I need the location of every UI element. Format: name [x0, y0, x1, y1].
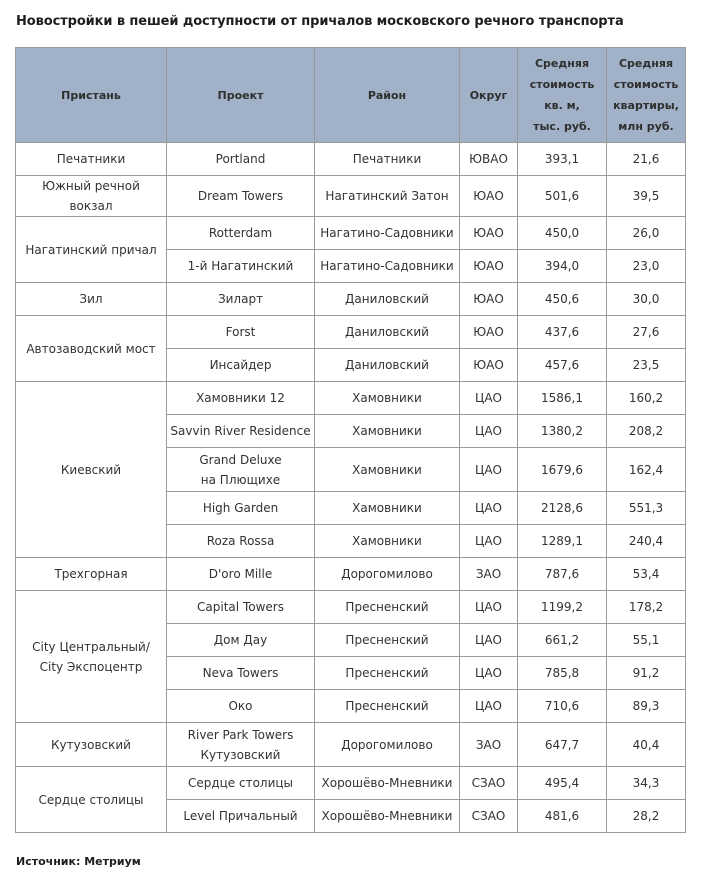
cell-price-sqm: 2128,6: [518, 492, 607, 525]
cell-okrug: ЮВАО: [460, 143, 518, 176]
cell-price-sqm: 501,6: [518, 176, 607, 217]
cell-price-sqm: 647,7: [518, 723, 607, 767]
cell-pier: [16, 591, 167, 723]
cell-project: Дом Дау: [167, 624, 315, 657]
cell-project: Savvin River Residence: [167, 415, 315, 448]
header-okrug: Округ: [460, 48, 518, 143]
cell-okrug: СЗАО: [460, 800, 518, 833]
cell-project: Зиларт: [167, 283, 315, 316]
cell-price-flat: 55,1: [607, 624, 686, 657]
header-price-flat: [607, 48, 686, 143]
cell-okrug: ЦАО: [460, 690, 518, 723]
cell-project: Roza Rossa: [167, 525, 315, 558]
cell-okrug: ЦАО: [460, 525, 518, 558]
cell-price-flat: 26,0: [607, 217, 686, 250]
table-body: [16, 143, 686, 833]
table-row: [16, 723, 686, 767]
cell-price-flat: 40,4: [607, 723, 686, 767]
table-row: [16, 176, 686, 217]
cell-price-sqm: 1199,2: [518, 591, 607, 624]
table-row: [16, 591, 686, 624]
header-price-sqm-line: кв. м,: [544, 99, 580, 112]
table-header-row: [16, 48, 686, 143]
table-row: [16, 558, 686, 591]
cell-price-sqm: 1586,1: [518, 382, 607, 415]
cell-pier: Автозаводский мост: [16, 316, 167, 382]
cell-price-sqm: 1380,2: [518, 415, 607, 448]
cell-project: High Garden: [167, 492, 315, 525]
cell-okrug: ЦАО: [460, 492, 518, 525]
table-row: [16, 382, 686, 415]
cell-price-flat: 27,6: [607, 316, 686, 349]
cell-pier-line: City Центральный/: [32, 639, 150, 654]
cell-project: Око: [167, 690, 315, 723]
cell-pier: Южный речной вокзал: [16, 176, 167, 217]
cell-price-flat: 28,2: [607, 800, 686, 833]
cell-project: Capital Towers: [167, 591, 315, 624]
cell-district: Нагатино-Садовники: [315, 250, 460, 283]
cell-okrug: ЦАО: [460, 448, 518, 492]
cell-pier: Киевский: [16, 382, 167, 558]
cell-price-sqm: 450,6: [518, 283, 607, 316]
header-price-sqm: [518, 48, 607, 143]
cell-okrug: ЮАО: [460, 283, 518, 316]
cell-price-sqm: 481,6: [518, 800, 607, 833]
cell-okrug: ЦАО: [460, 415, 518, 448]
cell-project: Rotterdam: [167, 217, 315, 250]
cell-okrug: ЗАО: [460, 558, 518, 591]
cell-district: Дорогомилово: [315, 558, 460, 591]
cell-project: D'oro Mille: [167, 558, 315, 591]
cell-okrug: ЦАО: [460, 624, 518, 657]
cell-price-sqm: 710,6: [518, 690, 607, 723]
cell-pier-line: City Экспоцентр: [39, 659, 143, 674]
cell-pier: Нагатинский причал: [16, 217, 167, 283]
cell-district: Пресненский: [315, 591, 460, 624]
cell-project: Level Причальный: [167, 800, 315, 833]
cell-district: Хорошёво-Мневники: [315, 767, 460, 800]
cell-price-sqm: 394,0: [518, 250, 607, 283]
cell-price-sqm: 1289,1: [518, 525, 607, 558]
cell-project-line: на Плющихе: [200, 472, 281, 487]
cell-okrug: ЮАО: [460, 176, 518, 217]
cell-district: Нагатинский Затон: [315, 176, 460, 217]
cell-district: Хамовники: [315, 525, 460, 558]
cell-price-sqm: 437,6: [518, 316, 607, 349]
cell-price-sqm: 495,4: [518, 767, 607, 800]
cell-pier: Сердце столицы: [16, 767, 167, 833]
table-row: [16, 316, 686, 349]
cell-price-flat: 39,5: [607, 176, 686, 217]
cell-price-flat: 21,6: [607, 143, 686, 176]
cell-pier: Кутузовский: [16, 723, 167, 767]
cell-okrug: ЮАО: [460, 349, 518, 382]
cell-district: Хамовники: [315, 492, 460, 525]
header-price-flat-line: млн руб.: [618, 120, 674, 133]
source-note: Источник: Метриум: [16, 855, 141, 868]
header-price-sqm-line: Средняя: [534, 57, 590, 70]
cell-project-line: Grand Deluxe: [199, 452, 282, 467]
cell-project: [167, 723, 315, 767]
cell-district: Даниловский: [315, 349, 460, 382]
header-district: Район: [315, 48, 460, 143]
cell-project: Portland: [167, 143, 315, 176]
cell-district: Даниловский: [315, 316, 460, 349]
cell-price-flat: 178,2: [607, 591, 686, 624]
header-price-sqm-line: тыс. руб.: [533, 120, 591, 133]
table-row: [16, 767, 686, 800]
header-price-flat-line: стоимость: [613, 78, 679, 91]
cell-price-sqm: 457,6: [518, 349, 607, 382]
cell-price-sqm: 785,8: [518, 657, 607, 690]
table-row: [16, 143, 686, 176]
cell-project: Сердце столицы: [167, 767, 315, 800]
cell-price-flat: 91,2: [607, 657, 686, 690]
page-title: Новостройки в пешей доступности от причалов московского речного транспорта: [16, 14, 624, 29]
table-row: [16, 283, 686, 316]
cell-okrug: ЗАО: [460, 723, 518, 767]
cell-okrug: СЗАО: [460, 767, 518, 800]
cell-price-flat: 162,4: [607, 448, 686, 492]
cell-district: Хамовники: [315, 382, 460, 415]
data-table: [15, 47, 686, 833]
cell-district: Пресненский: [315, 690, 460, 723]
header-pier: Пристань: [16, 48, 167, 143]
cell-okrug: ЮАО: [460, 316, 518, 349]
cell-price-sqm: 787,6: [518, 558, 607, 591]
cell-district: Пресненский: [315, 657, 460, 690]
cell-price-flat: 208,2: [607, 415, 686, 448]
cell-pier: Трехгорная: [16, 558, 167, 591]
cell-price-flat: 23,5: [607, 349, 686, 382]
header-price-flat-line: квартиры,: [613, 99, 679, 112]
cell-price-sqm: 661,2: [518, 624, 607, 657]
cell-price-flat: 34,3: [607, 767, 686, 800]
header-price-sqm-line: стоимость: [529, 78, 595, 91]
cell-price-sqm: 1679,6: [518, 448, 607, 492]
cell-okrug: ЮАО: [460, 250, 518, 283]
cell-district: Хамовники: [315, 415, 460, 448]
cell-pier: Зил: [16, 283, 167, 316]
cell-okrug: ЦАО: [460, 382, 518, 415]
cell-project: Forst: [167, 316, 315, 349]
cell-okrug: ЮАО: [460, 217, 518, 250]
cell-price-flat: 30,0: [607, 283, 686, 316]
cell-district: Хорошёво-Мневники: [315, 800, 460, 833]
cell-district: Печатники: [315, 143, 460, 176]
cell-district: Дорогомилово: [315, 723, 460, 767]
cell-project: Neva Towers: [167, 657, 315, 690]
cell-district: Хамовники: [315, 448, 460, 492]
cell-project: Dream Towers: [167, 176, 315, 217]
cell-price-flat: 160,2: [607, 382, 686, 415]
cell-project: Инсайдер: [167, 349, 315, 382]
cell-price-flat: 240,4: [607, 525, 686, 558]
cell-pier: Печатники: [16, 143, 167, 176]
cell-price-flat: 89,3: [607, 690, 686, 723]
cell-project: Хамовники 12: [167, 382, 315, 415]
cell-project-line: River Park Towers: [187, 727, 294, 742]
cell-price-flat: 23,0: [607, 250, 686, 283]
cell-district: Нагатино-Садовники: [315, 217, 460, 250]
cell-price-sqm: 450,0: [518, 217, 607, 250]
cell-district: Пресненский: [315, 624, 460, 657]
cell-project-line: Кутузовский: [200, 747, 281, 762]
cell-okrug: ЦАО: [460, 591, 518, 624]
cell-project: [167, 448, 315, 492]
table-row: [16, 217, 686, 250]
cell-project: 1-й Нагатинский: [167, 250, 315, 283]
header-project: Проект: [167, 48, 315, 143]
cell-price-sqm: 393,1: [518, 143, 607, 176]
cell-district: Даниловский: [315, 283, 460, 316]
cell-price-flat: 551,3: [607, 492, 686, 525]
cell-price-flat: 53,4: [607, 558, 686, 591]
header-price-flat-line: Средняя: [618, 57, 674, 70]
cell-okrug: ЦАО: [460, 657, 518, 690]
